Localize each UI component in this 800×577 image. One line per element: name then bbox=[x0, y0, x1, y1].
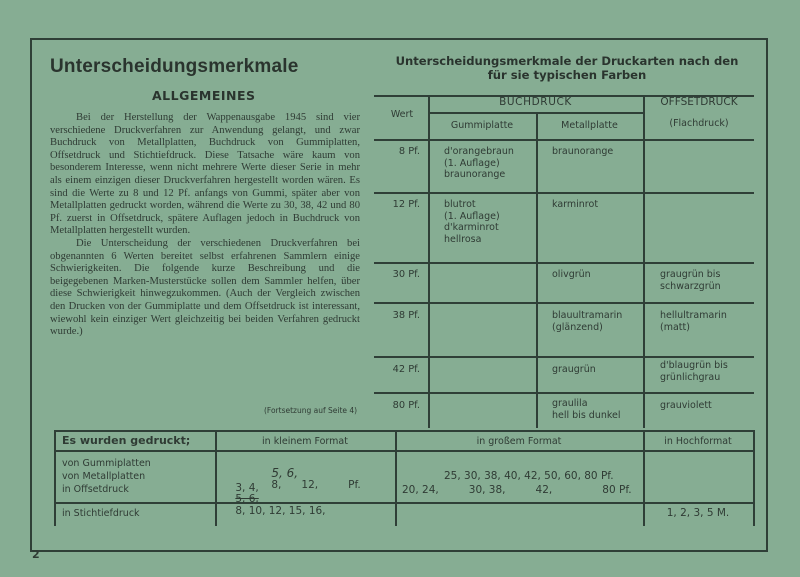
row-rule-1 bbox=[374, 192, 754, 194]
row-wert: 42 Pf. bbox=[392, 364, 420, 375]
klein-metall-values bbox=[222, 471, 326, 529]
paragraph-2: Die Unterscheidung der verschiedenen Druckverfahren bei obgenannten 6 Werten bereitet selbst erfahrenen Sammlern einige Schwierigkeiten. Die folgende kurze Beschreibung und die beigegebenen Marken-Musterstücke sollen dem Sammler helfen, über diese Schwierigkeit hinwegzukommen. (Auch der Vergleich zwischen den Drucken von der Gummiplatte und dem Offsetdruck ist interessant, wiewohl kein einziger Wert gleichzeitig bei beiden Verfahren gedruckt wurde.) bbox=[50, 237, 360, 338]
row-rule-2 bbox=[374, 262, 754, 264]
header-buchdruck: BUCHDRUCK bbox=[499, 96, 572, 108]
col-divider-gummi bbox=[536, 112, 538, 428]
cell-gummi: blutrot (1. Auflage) d'karminrot hellrosa bbox=[444, 199, 500, 245]
page-frame bbox=[30, 38, 768, 552]
buchdruck-underline bbox=[428, 112, 643, 114]
klein-handwritten: 5, 6, bbox=[271, 465, 299, 480]
row-wert: 80 Pf. bbox=[392, 400, 420, 411]
cell-metall: graugrün bbox=[552, 364, 596, 375]
header-hoch: in Hochformat bbox=[664, 436, 732, 447]
klein-metall-rest: 8, 10, 12, 15, 16, bbox=[235, 504, 326, 517]
gross-offset-values: 20, 24, 30, 38, 42, 80 Pf. bbox=[402, 484, 632, 496]
label-offset: in Offsetdruck bbox=[62, 484, 129, 495]
header-metallplatte: Metallplatte bbox=[561, 120, 618, 131]
gross-metall-values: 25, 30, 38, 40, 42, 50, 60, 80 Pf. bbox=[444, 470, 614, 482]
klein-gummi-rest: 8, 12, Pf. bbox=[271, 479, 361, 491]
hoch-values: 1, 2, 3, 5 M. bbox=[666, 507, 730, 519]
label-gummi: von Gummiplatten bbox=[62, 458, 151, 469]
section-heading-allgemeines: ALLGEMEINES bbox=[152, 88, 256, 103]
header-gummiplatte: Gummiplatte bbox=[450, 120, 514, 131]
bottom-right-edge bbox=[753, 430, 755, 526]
header-gross: in großem Format bbox=[476, 436, 562, 447]
cell-metall: olivgrün bbox=[552, 269, 591, 280]
label-metall: von Metallplatten bbox=[62, 471, 146, 482]
table-title bbox=[382, 54, 752, 82]
cell-gummi: d'orangebraun (1. Auflage) braunorange bbox=[444, 146, 514, 180]
header-offsetdruck: OFFSETDRUCK bbox=[660, 96, 738, 108]
header-bottom-rule bbox=[374, 139, 754, 141]
continuation-note: (Fortsetzung auf Seite 4) bbox=[264, 406, 358, 415]
label-stichtief: in Stichtiefdruck bbox=[62, 508, 140, 519]
bottom-row-rule bbox=[54, 502, 754, 504]
header-flachdruck: (Flachdruck) bbox=[669, 118, 729, 129]
cell-offset: hellultramarin (matt) bbox=[660, 310, 727, 333]
bottom-heading: Es wurden gedruckt; bbox=[62, 434, 191, 447]
page-number: 2 bbox=[32, 548, 40, 561]
cell-offset: grauviolett bbox=[660, 400, 712, 411]
bottom-left-edge bbox=[54, 430, 56, 526]
row-rule-3 bbox=[374, 302, 754, 304]
row-rule-4 bbox=[374, 356, 754, 358]
table-title-line-2: für sie typischen Farben bbox=[487, 68, 647, 82]
cell-offset: d'blaugrün bis grünlichgrau bbox=[660, 360, 728, 383]
row-wert: 30 Pf. bbox=[392, 269, 420, 280]
paragraph-1: Bei der Herstellung der Wappenausgabe 1945 sind vier verschiedene Druckverfahren zur Anwendung gelangt, und zwar Buchdruck von Metallplatten, Buchdruck von Gummiplatten, Offsetdruck und Stichtiefdruck. Diese Tatsache wäre kaum von besonderem Interesse, wenn nicht mehrere Werte dieser Serie in mehr als einem einzigen dieser Druckverfahren hergestellt worden wären. Es sind die Werte zu 8 und 12 Pf. anfangs von Gummi, später aber von Metallplatten gedruckt worden, während die Werte zu 30, 38, 42 und 80 Pf. zuerst in Offsetdruck, spätere Auflagen jedoch in Buchdruck von Metallplatten hergestellt wurden. bbox=[50, 112, 360, 237]
cell-offset: graugrün bis schwarzgrün bbox=[660, 269, 721, 292]
intro-text bbox=[50, 112, 360, 339]
bottom-header-rule bbox=[54, 450, 754, 452]
cell-metall: karminrot bbox=[552, 199, 599, 210]
table-title-line-1: Unterscheidungsmerkmale der Druckarten nach den bbox=[395, 54, 739, 68]
header-klein: in kleinem Format bbox=[262, 436, 348, 447]
klein-metall-start: 3, 4, bbox=[235, 481, 259, 494]
cell-metall: braunorange bbox=[552, 146, 614, 157]
row-wert: 12 Pf. bbox=[392, 199, 420, 210]
page-title: Unterscheidungsmerkmale bbox=[50, 56, 299, 77]
header-wert: Wert bbox=[390, 109, 414, 120]
klein-metall-strike: 5, 6, bbox=[235, 493, 259, 505]
row-wert: 38 Pf. bbox=[392, 310, 420, 321]
cell-metall: graulila hell bis dunkel bbox=[552, 398, 621, 421]
bottom-table-top bbox=[54, 430, 754, 432]
cell-metall: blauultramarin (glänzend) bbox=[552, 310, 623, 333]
row-rule-5 bbox=[374, 392, 754, 394]
row-wert: 8 Pf. bbox=[398, 146, 420, 157]
